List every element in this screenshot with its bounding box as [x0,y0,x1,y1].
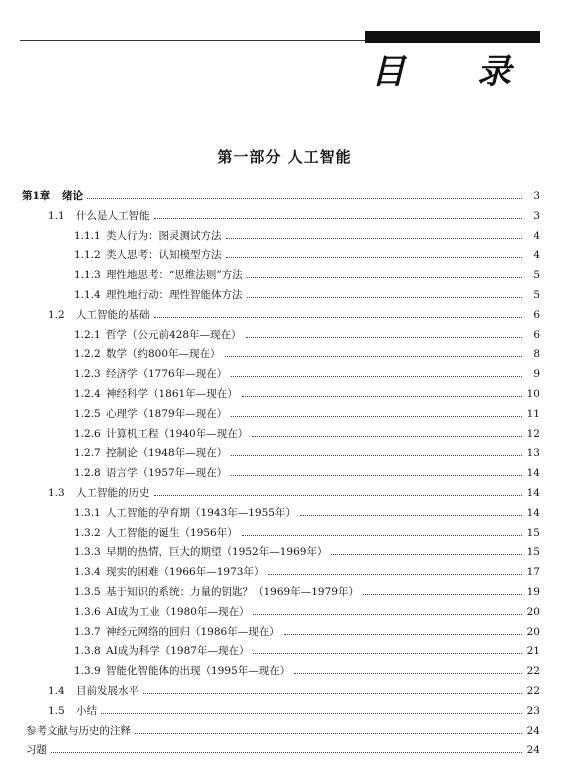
toc-leader-dots [225,356,522,357]
toc-entry-page: 21 [526,645,540,658]
toc-entry-number: 1.3.3 [74,546,101,559]
toc-leader-dots [253,614,522,615]
toc-entry-page: 5 [533,269,540,282]
toc-entry-title: 神经元网络的回归（1986年—现在） [106,625,280,638]
toc-entry-page: 23 [526,704,540,717]
toc-leader-dots [143,693,522,694]
toc-entry-page: 24 [526,724,540,737]
toc-entry-page: 9 [533,368,540,381]
toc-leader-dots [268,574,522,575]
toc-entry-title: 类人行为：图灵测试方法 [106,229,222,242]
toc-entry-page: 24 [526,744,540,757]
toc-entry-number: 1.4 [48,685,65,697]
toc-entry-number: 1.2.7 [74,447,101,460]
toc-entry-number: 1.2.6 [74,427,101,440]
toc-entry-page: 19 [526,586,540,598]
toc-entry-title: 经济学（1776年—现在） [106,368,228,381]
toc-entry-title: 早期的热情，巨大的期望（1952年—1969年） [106,546,328,559]
toc-entry [26,741,540,757]
toc-entry-title: 习题 [26,744,47,757]
toc-entry [48,306,540,322]
toc-leader-dots [101,713,522,714]
toc-leader-dots [51,752,522,753]
toc-entry-number: 1.3.2 [74,526,101,539]
toc-entry-number: 1.3.6 [74,605,101,618]
toc-leader-dots [253,653,522,654]
toc-leader-dots [284,634,522,635]
toc-entry [48,682,540,698]
toc-entry-number: 1.2.8 [74,467,101,480]
toc-leader-dots [252,436,522,437]
toc-leader-dots [154,218,523,219]
toc-entry-page: 4 [533,229,540,242]
toc-entry [74,543,540,559]
toc-entry [74,266,540,282]
toc-entry-title: 类人思考：认知模型方法 [106,249,222,262]
toc-entry [48,702,540,718]
toc-entry-page: 10 [526,388,540,400]
toc-entry-number: 1.2 [48,308,65,321]
toc-entry [22,187,540,203]
toc-entry-title: 人工智能的历史 [76,487,150,499]
toc-leader-dots [300,515,522,516]
toc-entry-title: 语言学（1957年—现在） [106,467,228,480]
toc-entry-title: AI成为工业（1980年—现在） [106,605,250,618]
page-title: 目 录 [371,52,541,92]
toc-entry [48,207,540,223]
toc-entry-page: 15 [526,526,540,539]
header-rule-thick [365,31,540,43]
toc-leader-dots [135,733,522,734]
toc-entry-number: 1.1.3 [74,269,101,282]
toc-leader-dots [231,416,522,417]
header-rule-thin [20,40,365,41]
toc-entry-title: 神经科学（1861年—现在） [106,388,238,400]
toc-leader-dots [331,554,522,555]
toc-entry-page: 11 [526,407,540,420]
toc-entry [26,722,540,738]
toc-entry-number: 1.1.1 [74,229,101,242]
toc-entry-page: 14 [526,487,540,499]
toc-entry-page: 22 [526,665,540,678]
toc-entry-title: 理性地行动：理性智能体方法 [106,289,243,301]
toc-entry-title: 什么是人工智能 [76,209,150,222]
toc-entry-page: 12 [526,427,540,440]
toc-entry-number: 1.2.2 [74,348,101,361]
toc-entry-page: 4 [533,249,540,262]
toc-entry-page: 13 [526,447,540,460]
toc-entry-title: 绪论 [62,190,83,202]
toc-entry [74,365,540,381]
toc-entry-page: 5 [533,289,540,301]
toc-leader-dots [231,455,522,456]
toc-entry [74,444,540,460]
toc-leader-dots [294,673,522,674]
toc-leader-dots [87,198,522,199]
toc-leader-dots [242,535,522,536]
toc-entry-page: 15 [526,546,540,559]
toc-entry [74,227,540,243]
toc-leader-dots [246,337,522,338]
toc-entry-title: 基于知识的系统：力量的钥匙？（1969年—1979年） [106,586,359,598]
toc-entry-number: 1.2.1 [74,328,101,341]
toc-entry-title: 理性地思考：“思维法则”方法 [106,269,243,282]
toc-entry-title: 心理学（1879年—现在） [106,407,228,420]
toc-entry-page: 3 [533,190,540,202]
toc-entry-number: 第1章 [22,190,51,202]
toc-entry-page: 6 [533,308,540,321]
toc-entry-title: 人工智能的孕育期（1943年—1955年） [106,506,296,519]
toc-entry-number: 1.3.9 [74,665,101,678]
toc-entry-number: 1.3.4 [74,566,101,579]
toc-entry-title: 小结 [76,704,97,717]
toc-entry [74,464,540,480]
toc-entry [74,425,540,441]
toc-leader-dots [154,495,523,496]
toc-entry-title: 计算机工程（1940年—现在） [106,427,249,440]
toc-entry-number: 1.2.3 [74,368,101,381]
toc-leader-dots [242,396,522,397]
toc-entry [74,623,540,639]
toc-entry [74,524,540,540]
toc-entry [74,583,540,599]
toc-entry [48,484,540,500]
toc-entry-number: 1.3.7 [74,625,101,638]
part-heading: 第一部分 人工智能 [217,148,352,166]
toc-leader-dots [363,594,522,595]
toc-entry-page: 14 [526,506,540,519]
toc-entry-title: 现实的困难（1966年—1973年） [106,566,265,579]
toc-entry-number: 1.2.5 [74,407,101,420]
toc-entry-title: 人工智能的基础 [76,308,150,321]
toc-entry-number: 1.1.2 [74,249,101,262]
toc-entry-number: 1.5 [48,704,65,717]
toc-entry-number: 1.3 [48,487,65,499]
toc-leader-dots [231,475,522,476]
toc-leader-dots [247,277,522,278]
toc-entry-page: 6 [533,328,540,341]
toc-leader-dots [231,376,522,377]
toc-entry-page: 20 [526,605,540,618]
toc-entry-title: 参考文献与历史的注释 [26,724,131,737]
toc-leader-dots [154,317,523,318]
toc-entry-page: 8 [533,348,540,361]
toc-entry-title: 数学（约800年—现在） [106,348,221,361]
toc-entry-title: 人工智能的诞生（1956年） [106,526,238,539]
toc-entry-page: 22 [526,685,540,697]
toc-entry [74,246,540,262]
toc-entry-page: 3 [533,209,540,222]
toc-entry [74,563,540,579]
toc-entry [74,504,540,520]
toc-entry-page: 20 [526,625,540,638]
toc-entry-number: 1.3.8 [74,645,101,658]
toc-entry-number: 1.3.1 [74,506,101,519]
toc-entry [74,385,540,401]
toc-entry-title: 控制论（1948年—现在） [106,447,228,460]
toc-entry-number: 1.3.5 [74,586,101,598]
toc-entry-number: 1.2.4 [74,388,101,400]
toc-leader-dots [226,238,523,239]
toc-entry-title: 目前发展水平 [76,685,139,697]
toc-entry [74,603,540,619]
toc-entry-number: 1.1 [48,209,65,222]
toc-entry [74,642,540,658]
toc-leader-dots [247,297,523,298]
toc-entry-page: 17 [526,566,540,579]
toc-entry [74,345,540,361]
toc-entry-title: 哲学（公元前428年—现在） [106,328,242,341]
toc-entry [74,286,540,302]
toc-entry [74,662,540,678]
toc-leader-dots [226,257,523,258]
toc-entry [74,326,540,342]
toc-entry [74,405,540,421]
toc-entry-title: AI成为科学（1987年—现在） [106,645,250,658]
toc-entry-number: 1.1.4 [74,289,101,301]
toc-entry-title: 智能化智能体的出现（1995年—现在） [106,665,291,678]
toc-entry-page: 14 [526,467,540,480]
